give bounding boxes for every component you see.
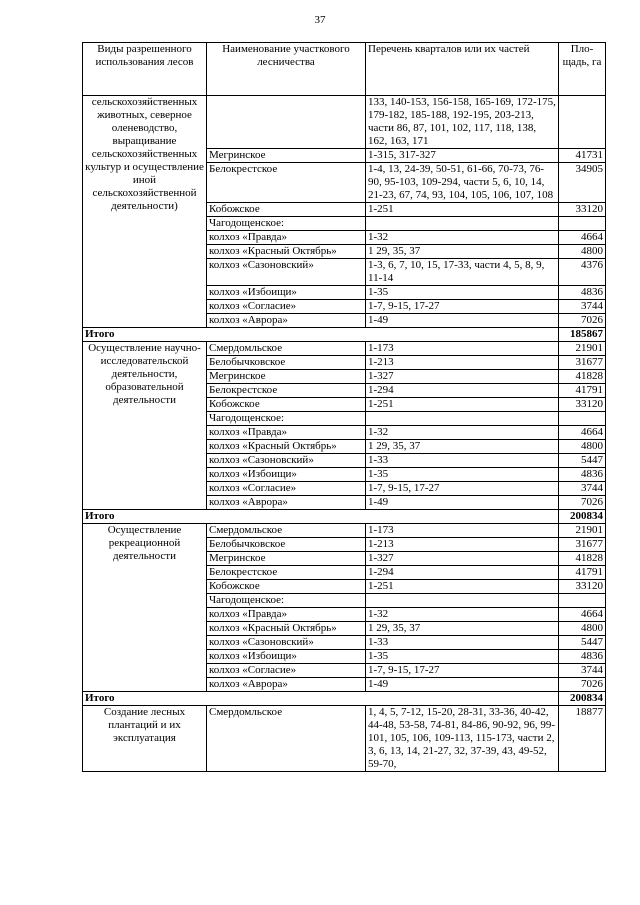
quarters-cell: 1-294 [366, 384, 559, 398]
area-cell: 4376 [559, 259, 606, 286]
area-cell: 41828 [559, 552, 606, 566]
area-cell: 21901 [559, 342, 606, 356]
area-cell: 4664 [559, 608, 606, 622]
area-cell: 4664 [559, 231, 606, 245]
area-cell: 4800 [559, 440, 606, 454]
quarters-cell: 1-294 [366, 566, 559, 580]
forestry-name-cell: колхоз «Правда» [207, 231, 366, 245]
area-cell: 7026 [559, 678, 606, 692]
use-type-cell: Осуществление рекреационной деятельности [83, 524, 207, 692]
page-number: 37 [314, 14, 326, 26]
quarters-cell: 1-251 [366, 398, 559, 412]
forestry-name-cell: Кобожское [207, 203, 366, 217]
forestry-name-cell: колхоз «Избоищи» [207, 286, 366, 300]
forestry-name-cell [207, 96, 366, 149]
quarters-cell: 1-35 [366, 650, 559, 664]
forestry-name-cell: колхоз «Аврора» [207, 496, 366, 510]
quarters-cell: 1-33 [366, 454, 559, 468]
forestry-name-cell: колхоз «Правда» [207, 426, 366, 440]
header-row [83, 43, 606, 96]
header-use-type: Виды разрешенного использования лесов [83, 43, 207, 96]
forestry-name-cell: колхоз «Аврора» [207, 678, 366, 692]
forestry-name-cell: колхоз «Красный Октябрь» [207, 622, 366, 636]
forestry-name-cell: Белобычковское [207, 356, 366, 370]
total-row [83, 328, 606, 342]
area-cell: 31677 [559, 538, 606, 552]
forestry-name-cell: Белокрестское [207, 163, 366, 203]
area-cell: 41828 [559, 370, 606, 384]
total-value: 185867 [559, 328, 606, 342]
total-label: Итого [83, 510, 559, 524]
forestry-name-cell: Смердомльское [207, 706, 366, 772]
forestry-name-cell: колхоз «Согласие» [207, 664, 366, 678]
table-row [83, 706, 606, 772]
forestry-name-cell: Белокрестское [207, 384, 366, 398]
total-row [83, 510, 606, 524]
forestry-name-cell: Чагодощенское: [207, 412, 366, 426]
quarters-cell: 1-7, 9-15, 17-27 [366, 664, 559, 678]
total-label: Итого [83, 328, 559, 342]
area-cell [559, 217, 606, 231]
quarters-cell: 1-213 [366, 538, 559, 552]
forestry-name-cell: Чагодощенское: [207, 217, 366, 231]
quarters-cell: 1-173 [366, 342, 559, 356]
forestry-name-cell: колхоз «Сазоновский» [207, 259, 366, 286]
quarters-cell: 1-32 [366, 426, 559, 440]
quarters-cell: 1, 4, 5, 7-12, 15-20, 28-31, 33-36, 40-42, 44-48, 53-58, 74-81, 84-86, 90-92, 96, 99-101, 105, 106, 109-113, 115-173, части 2, 3, 6, 13, 14, 21-27, 32, 37-39, 43, 49-52, 59-70, [366, 706, 559, 772]
quarters-cell: 1-32 [366, 608, 559, 622]
area-cell: 18877 [559, 706, 606, 772]
area-cell: 5447 [559, 454, 606, 468]
area-cell: 7026 [559, 314, 606, 328]
use-type-cell: Создание лесных плантаций и их эксплуатация [83, 706, 207, 772]
quarters-cell: 1 29, 35, 37 [366, 622, 559, 636]
table-row [83, 342, 606, 356]
quarters-cell: 1-49 [366, 678, 559, 692]
quarters-cell: 1-7, 9-15, 17-27 [366, 300, 559, 314]
area-cell [559, 96, 606, 149]
area-cell: 31677 [559, 356, 606, 370]
forestry-name-cell: колхоз «Сазоновский» [207, 454, 366, 468]
forestry-name-cell: Белокрестское [207, 566, 366, 580]
forestry-name-cell: Смердомльское [207, 342, 366, 356]
area-cell: 7026 [559, 496, 606, 510]
area-cell: 3744 [559, 664, 606, 678]
forestry-name-cell: Смердомльское [207, 524, 366, 538]
area-cell: 41731 [559, 149, 606, 163]
area-cell: 4836 [559, 468, 606, 482]
total-value: 200834 [559, 510, 606, 524]
forestry-name-cell: колхоз «Согласие» [207, 300, 366, 314]
quarters-cell: 1-7, 9-15, 17-27 [366, 482, 559, 496]
quarters-cell: 1-3, 6, 7, 10, 15, 17-33, части 4, 5, 8, 9, 11-14 [366, 259, 559, 286]
quarters-cell: 1-49 [366, 496, 559, 510]
quarters-cell: 1 29, 35, 37 [366, 245, 559, 259]
area-cell: 33120 [559, 398, 606, 412]
quarters-cell: 1-327 [366, 370, 559, 384]
area-cell: 21901 [559, 524, 606, 538]
quarters-cell: 1 29, 35, 37 [366, 440, 559, 454]
quarters-cell: 1-49 [366, 314, 559, 328]
quarters-cell: 1-251 [366, 203, 559, 217]
forestry-name-cell: колхоз «Избоищи» [207, 468, 366, 482]
forestry-name-cell: Белобычковское [207, 538, 366, 552]
forestry-name-cell: Мегринское [207, 552, 366, 566]
forestry-name-cell: Кобожское [207, 580, 366, 594]
header-area: Пло-щадь, га [559, 43, 606, 96]
use-type-cell: Осуществление научно-исследовательской деятельности, образовательной деятельности [83, 342, 207, 510]
quarters-cell: 1-315, 317-327 [366, 149, 559, 163]
quarters-cell: 133, 140-153, 156-158, 165-169, 172-175, 179-182, 185-188, 192-195, 203-213, части 86, 87, 101, 102, 117, 118, 138, 162, 163, 171 [366, 96, 559, 149]
header-forestry-name: Наименование участкового лесничества [207, 43, 366, 96]
forest-use-table [82, 42, 606, 772]
forestry-name-cell: колхоз «Правда» [207, 608, 366, 622]
forestry-name-cell: Мегринское [207, 370, 366, 384]
area-cell: 4800 [559, 245, 606, 259]
area-cell: 4664 [559, 426, 606, 440]
quarters-cell: 1-32 [366, 231, 559, 245]
quarters-cell [366, 217, 559, 231]
forestry-name-cell: Кобожское [207, 398, 366, 412]
forestry-name-cell: колхоз «Сазоновский» [207, 636, 366, 650]
quarters-cell: 1-35 [366, 286, 559, 300]
table-row [83, 96, 606, 149]
area-cell: 41791 [559, 384, 606, 398]
area-cell: 33120 [559, 580, 606, 594]
total-row [83, 692, 606, 706]
area-cell: 3744 [559, 482, 606, 496]
header-quarters: Перечень кварталов или их частей [366, 43, 559, 96]
quarters-cell: 1-33 [366, 636, 559, 650]
area-cell: 3744 [559, 300, 606, 314]
area-cell: 41791 [559, 566, 606, 580]
quarters-cell: 1-327 [366, 552, 559, 566]
forestry-name-cell: Мегринское [207, 149, 366, 163]
quarters-cell: 1-35 [366, 468, 559, 482]
area-cell: 4836 [559, 650, 606, 664]
total-label: Итого [83, 692, 559, 706]
area-cell: 4836 [559, 286, 606, 300]
area-cell: 34905 [559, 163, 606, 203]
area-cell [559, 412, 606, 426]
forestry-name-cell: Чагодощенское: [207, 594, 366, 608]
total-value: 200834 [559, 692, 606, 706]
use-type-cell: сельскохозяйственных животных, северное оленеводство, выращивание сельскохозяйственных культур и осуществление иной сельскохозяйственной деятельности) [83, 96, 207, 328]
forestry-name-cell: колхоз «Красный Октябрь» [207, 245, 366, 259]
quarters-cell: 1-4, 13, 24-39, 50-51, 61-66, 70-73, 76-90, 95-103, 109-294, части 5, 6, 10, 14, 21-23, 67, 74, 93, 104, 105, 106, 107, 108 [366, 163, 559, 203]
quarters-cell: 1-173 [366, 524, 559, 538]
forestry-name-cell: колхоз «Согласие» [207, 482, 366, 496]
table-row [83, 524, 606, 538]
quarters-cell: 1-213 [366, 356, 559, 370]
quarters-cell: 1-251 [366, 580, 559, 594]
quarters-cell [366, 412, 559, 426]
area-cell: 5447 [559, 636, 606, 650]
area-cell [559, 594, 606, 608]
quarters-cell [366, 594, 559, 608]
forestry-name-cell: колхоз «Аврора» [207, 314, 366, 328]
area-cell: 4800 [559, 622, 606, 636]
forestry-name-cell: колхоз «Избоищи» [207, 650, 366, 664]
table-body [83, 96, 606, 772]
area-cell: 33120 [559, 203, 606, 217]
forestry-name-cell: колхоз «Красный Октябрь» [207, 440, 366, 454]
